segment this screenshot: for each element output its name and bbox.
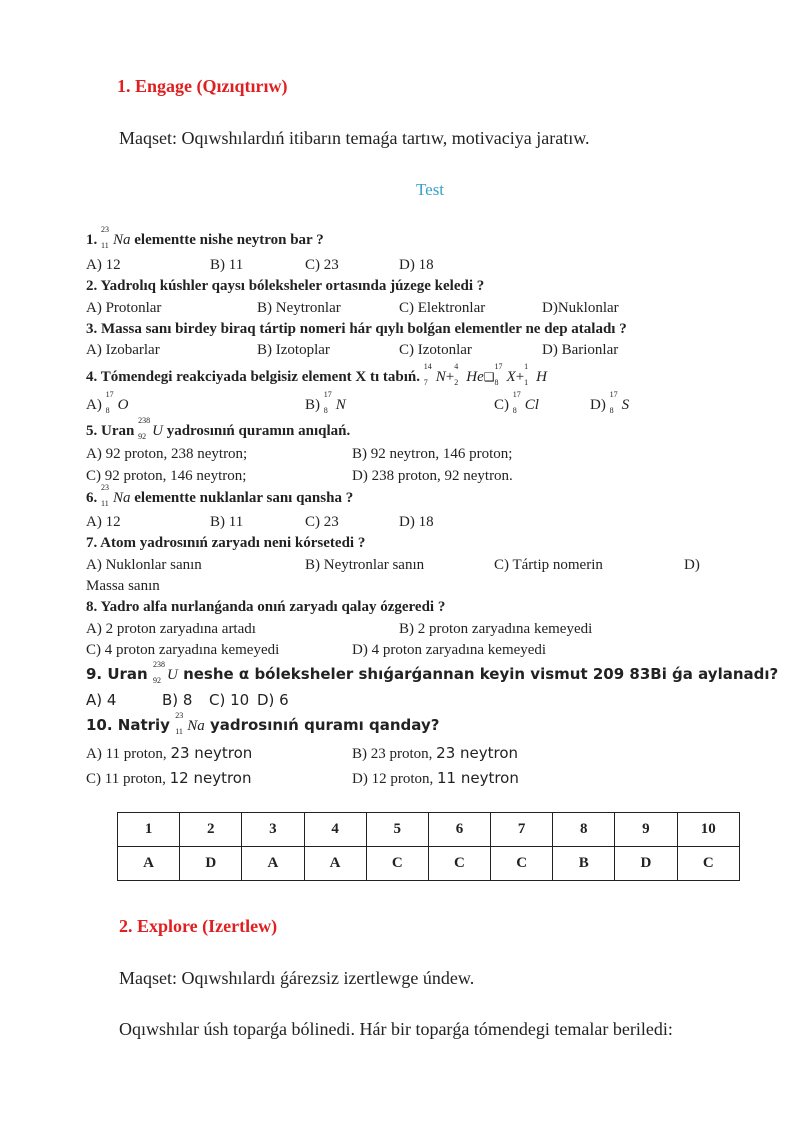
option-c: C) Elektronlar — [399, 300, 486, 316]
table-cell: 5 — [366, 813, 428, 847]
option-b: B) 11 — [210, 257, 244, 273]
option-d: D) 18 — [399, 257, 434, 273]
table-cell: 10 — [677, 813, 740, 847]
option-d: D) 17 8 S — [590, 390, 630, 415]
table-cell: 9 — [615, 813, 677, 847]
question-text: yadrosınıń quramın anıqlań. — [166, 423, 351, 439]
option-a: A) 17 8 O — [86, 390, 129, 415]
section-goal-explore: Maqset: Oqıwshılardı ǵárezsiz izertlewge úndew. — [119, 968, 475, 988]
isotope: 23 11 Na — [101, 483, 131, 508]
table-cell: 2 — [180, 813, 242, 847]
option-b: B) Izotoplar — [257, 342, 330, 358]
option-c: C) 23 — [305, 514, 339, 530]
option-a: A) 4 — [86, 691, 117, 709]
question-text: elementte nuklanlar sanı qansha ? — [134, 490, 354, 506]
table-cell: 1 — [118, 813, 180, 847]
table-cell: B — [553, 847, 615, 881]
option-c: C) 92 proton, 146 neytron; — [86, 468, 247, 484]
table-cell: 3 — [242, 813, 304, 847]
isotope: 23 11 Na — [101, 225, 131, 250]
question-5: 5. Uran 238 92 U yadrosınıń quramın anıqlań. — [86, 416, 351, 441]
option-d-continued: Massa sanın — [86, 578, 160, 594]
table-cell: 6 — [428, 813, 490, 847]
isotope: 238 92 U — [138, 416, 163, 441]
question-3: 3. Massa sanı birdey biraq tártip nomeri hár qıylı bolǵan elementler ne dep ataladı ? — [86, 321, 627, 337]
isotope: 17 8 X — [494, 362, 516, 387]
question-text: neshe α bóleksheler shıǵarǵannan keyin vismut 209 83Bi ǵa aylanadı? — [183, 665, 779, 683]
table-cell: A — [118, 847, 180, 881]
option-c: C) 4 proton zaryadına kemeyedi — [86, 642, 280, 658]
table-cell: C — [677, 847, 740, 881]
option-d: D) 238 proton, 92 neytron. — [352, 468, 513, 484]
table-cell: A — [304, 847, 366, 881]
table-row-numbers — [118, 813, 740, 847]
section-heading-explore: 2. Explore (Izertlew) — [119, 916, 278, 936]
option-d: D) Barionlar — [542, 342, 619, 358]
table-cell: C — [491, 847, 553, 881]
question-text: yadrosınıń quramı qanday? — [209, 716, 440, 734]
isotope: 14 7 N — [423, 362, 446, 387]
option-a: A) 11 proton, 23 neytron — [86, 744, 253, 762]
isotope: 23 11 Na — [175, 711, 205, 736]
question-4 — [86, 362, 547, 387]
option-b: B) 2 proton zaryadına kemeyedi — [399, 621, 593, 637]
question-2: 2. Yadrolıq kúshler qaysı bóleksheler ortasında júzege keledi ? — [86, 278, 485, 294]
option-b: B) 11 — [210, 514, 244, 530]
table-row-answers — [118, 847, 740, 881]
option-d: D) 12 proton, 11 neytron — [352, 769, 519, 787]
table-cell: D — [180, 847, 242, 881]
option-c: C) Izotonlar — [399, 342, 472, 358]
option-c: C) 11 proton, 12 neytron — [86, 769, 252, 787]
table-cell: D — [615, 847, 677, 881]
option-d: D) 6 — [257, 691, 289, 709]
option-d: D) — [684, 557, 700, 573]
question-text: 4. Tómendegi reakciyada belgisiz element X tı tabıń. — [86, 369, 421, 385]
option-a: A) 92 proton, 238 neytron; — [86, 446, 248, 462]
question-1 — [86, 225, 324, 250]
table-cell: A — [242, 847, 304, 881]
option-c: C) 23 — [305, 257, 339, 273]
table-cell: C — [366, 847, 428, 881]
arrow-icon: ❑ — [483, 370, 495, 384]
isotope: 4 2 He — [454, 362, 484, 387]
option-d: D) 4 proton zaryadına kemeyedi — [352, 642, 547, 658]
test-title: Test — [415, 180, 445, 199]
question-10: 10. Natriy 23 11 Na yadrosınıń quramı qanday? — [86, 711, 440, 736]
section-body-explore: Oqıwshılar úsh toparǵa bólinedi. Hár bir toparǵa tómendegi temalar beriledi: — [119, 1019, 673, 1039]
option-b: B) 23 proton, 23 neytron — [352, 744, 519, 762]
option-b: B) 8 — [162, 691, 193, 709]
option-a: A) Izobarlar — [86, 342, 160, 358]
option-c: C) 17 8 Cl — [494, 390, 539, 415]
answer-key-table — [117, 812, 740, 881]
table-cell: C — [428, 847, 490, 881]
section-goal-engage: Maqset: Oqıwshılardıń itibarın temaǵa tartıw, motivaciya jaratıw. — [119, 128, 590, 148]
option-d: D) 18 — [399, 514, 434, 530]
option-a: A) Nuklonlar sanın — [86, 557, 202, 573]
option-a: A) 12 — [86, 257, 121, 273]
option-a: A) 2 proton zaryadına artadı — [86, 621, 256, 637]
option-b: B) 17 8 N — [305, 390, 346, 415]
option-a: A) 12 — [86, 514, 121, 530]
isotope: 1 1 H — [524, 362, 547, 387]
option-b: B) Neytronlar — [257, 300, 341, 316]
option-c: C) 10 — [209, 691, 250, 709]
option-d: D)Nuklonlar — [542, 300, 619, 316]
question-8: 8. Yadro alfa nurlanǵanda onıń zaryadı qalay ózgeredi ? — [86, 599, 446, 615]
question-7: 7. Atom yadrosınıń zaryadı neni kórsetedi ? — [86, 535, 366, 551]
question-9: 9. Uran 238 92 U neshe α bóleksheler shıǵarǵannan keyin vismut 209 83Bi ǵa aylanadı? — [86, 660, 779, 685]
table-cell: 7 — [491, 813, 553, 847]
option-b: B) 92 neytron, 146 proton; — [352, 446, 513, 462]
isotope: 238 92 U — [152, 660, 178, 685]
section-heading-engage: 1. Engage (Qızıqtırıw) — [117, 76, 288, 96]
option-b: B) Neytronlar sanın — [305, 557, 425, 573]
question-text: elementte nishe neytron bar ? — [134, 232, 324, 248]
table-cell: 4 — [304, 813, 366, 847]
option-a: A) Protonlar — [86, 300, 162, 316]
option-c: C) Tártip nomerin — [494, 557, 603, 573]
table-cell: 8 — [553, 813, 615, 847]
question-number: 1. — [86, 232, 98, 248]
question-6: 6. 23 11 Na elementte nuklanlar sanı qansha ? — [86, 483, 354, 508]
reaction-equation: 14 7 N+ 4 2 He❑ 17 8 X+ 1 1 H — [423, 362, 547, 387]
